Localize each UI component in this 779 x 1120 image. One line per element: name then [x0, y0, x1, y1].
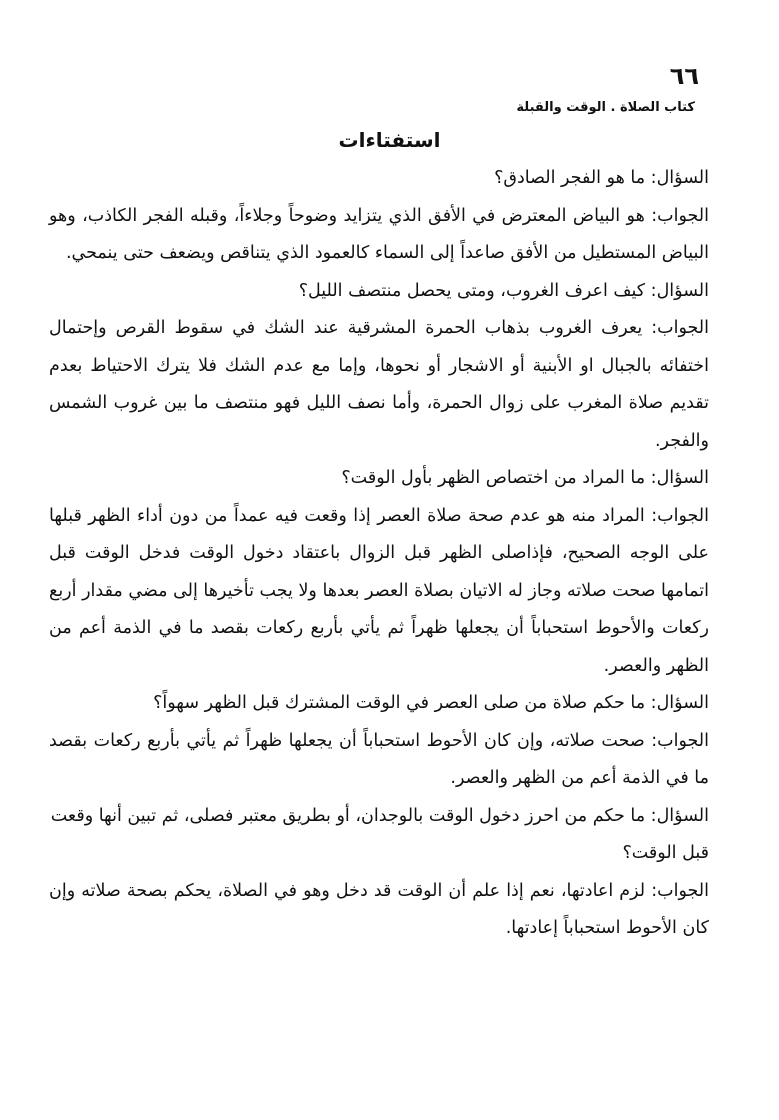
running-header: كتاب الصلاة . الوقت والقبلة — [516, 100, 695, 115]
answer-paragraph: الجواب: هو البياض المعترض في الأفق الذي يتزايد وضوحاً وجلاءاً، وقبله الفجر الكاذب، وهو البياض المستطيل من الأفق صاعداً إلى السماء كالعمود الذي يتناقص ويضعف حتى ينمحي. — [49, 205, 709, 263]
question-paragraph: السؤال: ما حكم من احرز دخول الوقت بالوجدان، أو بطريق معتبر فصلى، ثم تبين أنها وقعت قبل الوقت؟ — [50, 805, 709, 863]
page-number: ٦٦ — [669, 62, 699, 90]
page-title: استفتاءات — [338, 128, 441, 152]
answer-paragraph: الجواب: المراد منه هو عدم صحة صلاة العصر إذا وقعت فيه عمداً من دون أداء الظهر قبلها على الوجه الصحيح، فإذاصلى الظهر قبل الزوال باعتقاد دخول الوقت فدخل الوقت قبل اتمامها صحت صلاته وجاز له الاتيان بصلاة العصر بعدها ولا يجب تأخيرها إلى مضي مقدار أربع ركعات والأحوط استحباباً أن يجعلها ظهراً ثم يأتي بأربع ركعات بقصد ما في الذمة أعم من الظهر والعصر. — [49, 505, 709, 676]
question-paragraph: السؤال: ما المراد من اختصاص الظهر بأول الوقت؟ — [341, 468, 709, 488]
answer-paragraph: الجواب: يعرف الغروب بذهاب الحمرة المشرقية عند الشك في سقوط القرص وإحتمال اختفائه بالجبال او الأبنية أو الاشجار أو نحوها، وإما مع عدم الشك فلا يترك الاحتياط بعدم تقديم صلاة المغرب على زوال الحمرة، وأما نصف الليل فهو منتصف ما بين غروب الشمس والفجر. — [49, 318, 709, 451]
question-paragraph: السؤال: ما هو الفجر الصادق؟ — [494, 168, 709, 188]
question-paragraph: السؤال: كيف اعرف الغروب، ومتى يحصل منتصف الليل؟ — [298, 280, 709, 301]
answer-paragraph: الجواب: صحت صلاته، وإن كان الأحوط استحباباً أن يجعلها ظهراً ثم يأتي بأربع ركعات بقصد ما في الذمة أعم من الظهر والعصر. — [49, 730, 709, 788]
answer-paragraph: الجواب: لزم اعادتها، نعم إذا علم أن الوقت قد دخل وهو في الصلاة، يحكم بصحة صلاته وإن كان الأحوط استحباباً إعادتها. — [49, 880, 709, 938]
question-paragraph: السؤال: ما حكم صلاة من صلى العصر في الوقت المشترك قبل الظهر سهواً؟ — [153, 693, 709, 713]
body-text — [49, 160, 709, 948]
